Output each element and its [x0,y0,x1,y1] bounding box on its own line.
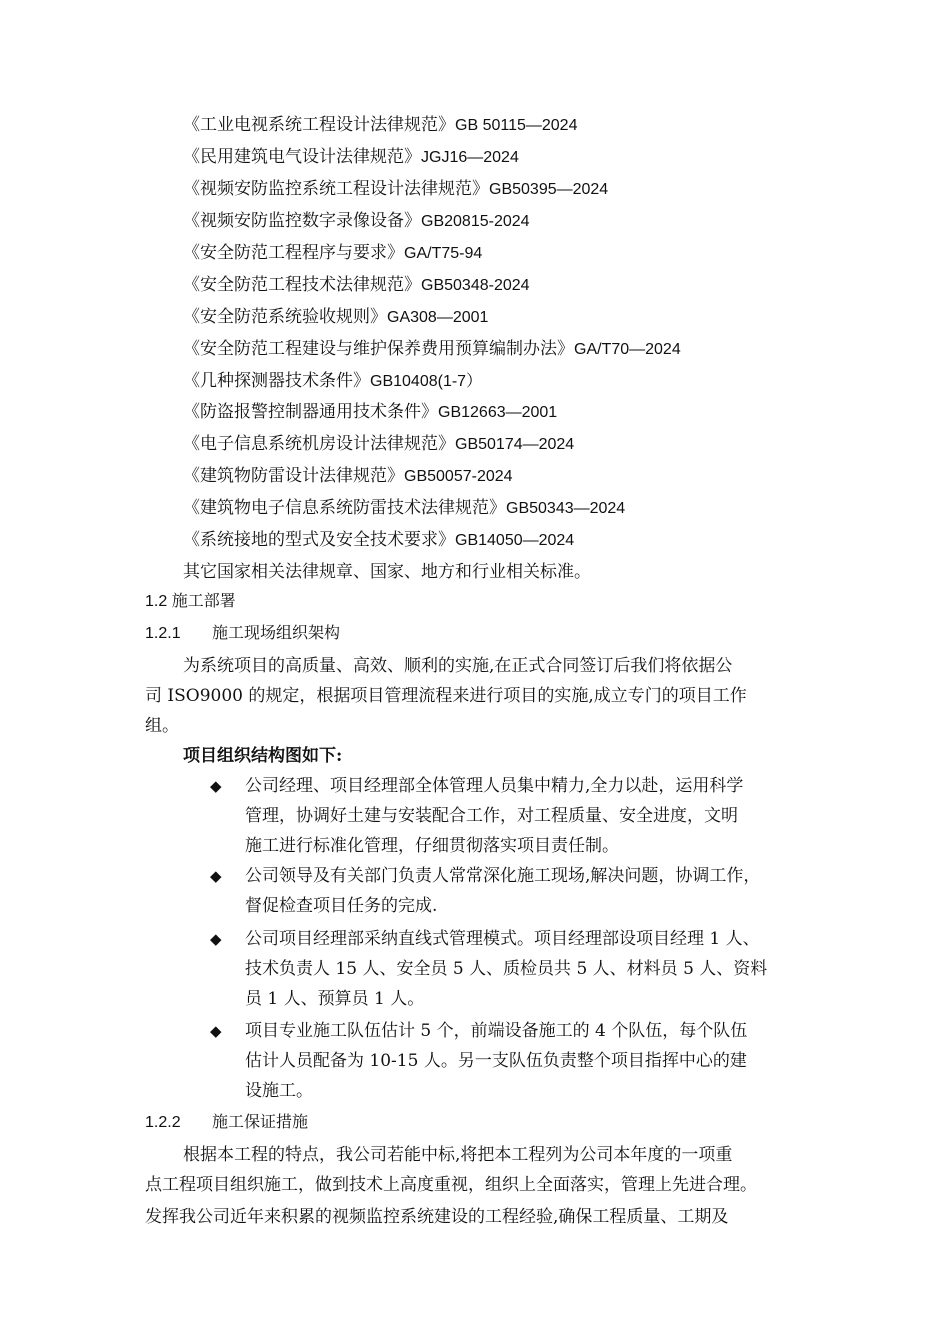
subsection-heading: 1.2.1 施工现场组织架构 [145,625,341,642]
bullet-text-line: 公司项目经理部采纳直线式管理模式。项目经理部设项目经理 1 人、 [245,929,760,949]
bullet-text-line: 设施工。 [245,1081,313,1101]
closing-paragraph-line: 根据本工程的特点，我公司若能中标,将把本工程列为公司本年度的一项重 [183,1145,733,1165]
closing-paragraph-line: 发挥我公司近年来积累的视频监控系统建设的工程经验,确保工程质量、工期及 [145,1207,729,1227]
standard-item: 《几种探测器技术条件》GB10408(1-7） [183,371,483,391]
bullet-diamond-icon: ◆ [210,930,222,948]
standard-item: 《视频安防监控系统工程设计法律规范》GB50395—2024 [183,179,609,199]
intro-paragraph-line: 为系统项目的高质量、高效、顺利的实施,在正式合同签订后我们将依据公 [183,656,733,676]
bullet-diamond-icon: ◆ [210,777,222,795]
bullet-text-line: 项目专业施工队伍估计 5 个，前端设备施工的 4 个队伍，每个队伍 [245,1021,748,1041]
standard-item: 《电子信息系统机房设计法律规范》GB50174—2024 [183,434,575,454]
bullet-text-line: 公司领导及有关部门负责人常常深化施工现场,解决问题，协调工作， [245,866,761,886]
bullet-diamond-icon: ◆ [210,1022,222,1040]
section-heading: 1.2 施工部署 [145,593,236,610]
standard-item: 《民用建筑电气设计法律规范》JGJ16—2024 [183,147,519,167]
standard-item: 《系统接地的型式及安全技术要求》GB14050—2024 [183,530,575,550]
standard-item: 《安全防范工程技术法律规范》GB50348-2024 [183,275,530,295]
other-standards-text: 其它国家相关法律规章、国家、地方和行业相关标准。 [183,562,591,582]
bullet-text-line: 管理，协调好土建与安装配合工作，对工程质量、安全进度，文明 [245,806,738,826]
standard-item: 《安全防范系统验收规则》GA308—2001 [183,307,489,327]
bullet-text-line: 技术负责人 15 人、安全员 5 人、质检员共 5 人、材料员 5 人、资料 [245,959,768,979]
standard-item: 《安全防范工程程序与要求》GA/T75-94 [183,243,483,263]
standard-item: 《建筑物防雷设计法律规范》GB50057-2024 [183,466,513,486]
bullet-text-line: 员 1 人、预算员 1 人。 [245,989,425,1009]
subsection-heading: 1.2.2 施工保证措施 [145,1114,309,1131]
bullet-text-line: 公司经理、项目经理部全体管理人员集中精力,全力以赴，运用科学 [245,776,744,796]
standard-item: 《防盗报警控制器通用技术条件》GB12663—2001 [183,402,558,422]
standard-item: 《安全防范工程建设与维护保养费用预算编制办法》GA/T70—2024 [183,339,681,359]
bullet-diamond-icon: ◆ [210,867,222,885]
closing-paragraph-line: 点工程项目组织施工，做到技术上高度重视，组织上全面落实，管理上先进合理。 [145,1175,757,1195]
standard-item: 《建筑物电子信息系统防雷技术法律规范》GB50343—2024 [183,498,626,518]
bullet-text-line: 督促检查项目任务的完成. [245,896,438,916]
bullet-text-line: 施工进行标准化管理，仔细贯彻落实项目责任制。 [245,836,619,856]
intro-paragraph-line: 组。 [145,716,179,736]
org-chart-label: 项目组织结构图如下: [183,746,343,766]
standard-item: 《视频安防监控数字录像设备》GB20815-2024 [183,211,530,231]
bullet-text-line: 估计人员配备为 10-15 人。另一支队伍负责整个项目指挥中心的建 [245,1051,747,1071]
standard-item: 《工业电视系统工程设计法律规范》GB 50115—2024 [183,115,578,135]
intro-paragraph-line: 司 ISO9000 的规定，根据项目管理流程来进行项目的实施,成立专门的项目工作 [145,686,747,706]
